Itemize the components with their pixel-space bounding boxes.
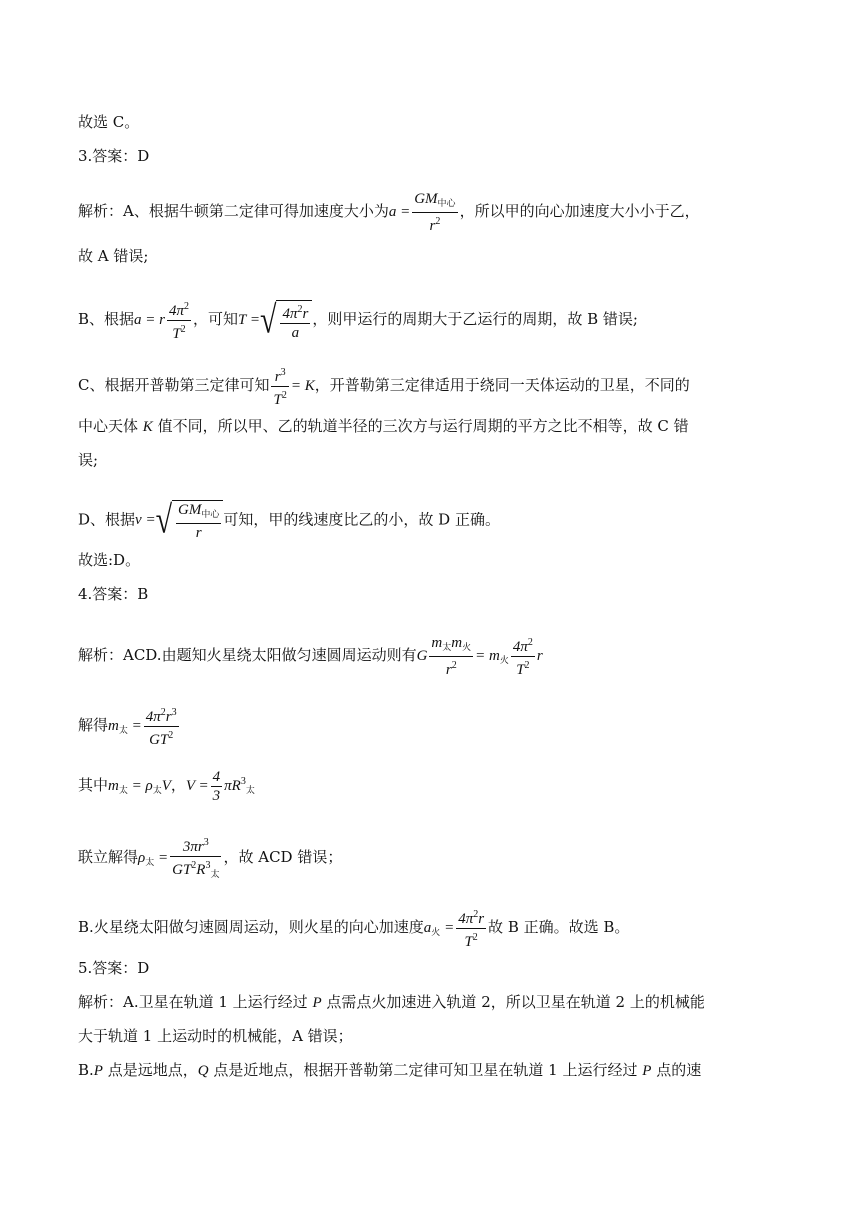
text: 解析：A、根据牛顿第二定律可得加速度大小为: [78, 201, 389, 220]
text: ，可知: [193, 309, 239, 328]
text: B.火星绕太阳做匀速圆周运动，则火星的向心加速度: [78, 917, 424, 936]
text-line: [78, 1026, 353, 1046]
text-line: [78, 704, 181, 749]
formula: $\rho_太$ = $\frac{3\pi r^3}{GT^2R^3_太}$: [138, 850, 223, 866]
symbol: P: [642, 1063, 652, 1079]
text-line: [78, 834, 342, 883]
text: ，故 ACD 错误；: [223, 847, 343, 866]
text-line: [78, 906, 629, 951]
formula: a = r $\frac{4\pi^2}{T^2}$: [134, 312, 193, 328]
text: 解析：A.卫星在轨道 1 上运行经过: [78, 993, 308, 1011]
text: 大于轨道 1 上运动时的机械能，A 错误；: [78, 1027, 353, 1045]
text-line: 其中$m_太 = \rho_太V$，V = $\frac{4}{3}$ $\pi R^3_太$: [78, 769, 255, 804]
formula: V = $\frac{4}{3}$ $\pi R^3_太$: [185, 769, 255, 804]
text: 4.答案：B: [78, 585, 149, 603]
text-line: [78, 246, 148, 266]
symbol: P: [93, 1063, 103, 1079]
text-line: [78, 190, 700, 235]
text-line: [78, 500, 500, 542]
text: 可知，甲的线速度比乙的小，故 D 正确。: [223, 510, 500, 529]
text: 中心天体: [78, 417, 139, 435]
text-line: [78, 416, 689, 437]
text: 联立解得: [78, 847, 139, 866]
text: 点是近地点，根据开普勒第二定律可知卫星在轨道 1 上运行经过: [213, 1061, 638, 1079]
text: ，则甲运行的周期大于乙运行的周期，故 B 错误;: [312, 309, 638, 328]
formula: G $\frac{m_太m_火}{r^2}$ = $m_火$ $\frac{4\pi^2}{T^2}$ r: [416, 635, 543, 678]
text: 点是远地点，: [107, 1061, 198, 1079]
formula: $m_太$ = $\frac{4\pi^2r^3}{GT^2}$: [108, 718, 181, 734]
text: B、根据: [78, 309, 135, 328]
answer-4: [78, 584, 148, 604]
text-line: [78, 634, 543, 679]
formula: v =√ $\frac{GM_{中心}}{r}$: [135, 512, 223, 528]
text: 故选 C。: [78, 113, 140, 131]
text: ，开普勒第三定律适用于绕同一天体运动的卫星，不同的: [314, 375, 690, 394]
formula: a = $\frac{GM_{中心}}{r^2}$: [388, 191, 456, 234]
formula: T =√ $\frac{4\pi^2r}{a}$: [238, 312, 312, 328]
text-line: [78, 364, 690, 409]
text: 值不同，所以甲、乙的轨道半径的三次方与运行周期的平方之比不相等，故 C 错: [157, 417, 689, 435]
text: ，所以甲的向心加速度大小小于乙，: [459, 201, 700, 220]
text-line: [78, 992, 705, 1013]
text: 其中: [78, 775, 109, 794]
formula: $\frac{r^3}{T^2}$ = K: [269, 378, 314, 394]
text: 解得: [78, 715, 109, 734]
text-line: [78, 112, 139, 132]
text: D、根据: [78, 510, 136, 529]
formula: $m_太 = \rho_太V$: [108, 777, 171, 795]
text: 点的速: [656, 1061, 702, 1079]
text-line: [78, 550, 140, 570]
formula: $a_火$ = $\frac{4\pi^2r}{T^2}$: [424, 920, 488, 936]
text: 故 B 正确。故选 B。: [488, 917, 630, 936]
text: 故选:D。: [78, 551, 141, 569]
text: 误;: [78, 451, 99, 469]
text: 5.答案：D: [78, 959, 150, 977]
answer-5: [78, 958, 149, 978]
text: 故 A 错误;: [78, 247, 149, 265]
text: 3.答案：D: [78, 147, 150, 165]
text: 解析：ACD.由题知火星绕太阳做匀速圆周运动则有: [78, 645, 417, 664]
text: C、根据开普勒第三定律可知: [78, 375, 270, 394]
text-line: [78, 1060, 701, 1081]
text: 点需点火加速进入轨道 2，所以卫星在轨道 2 上的机械能: [326, 993, 705, 1011]
answer-3: [78, 146, 149, 166]
text-line: [78, 298, 638, 343]
symbol: P: [312, 995, 322, 1011]
text-line: [78, 450, 98, 470]
text: B.: [78, 1061, 94, 1079]
symbol: K: [142, 419, 153, 435]
symbol: Q: [197, 1063, 209, 1079]
